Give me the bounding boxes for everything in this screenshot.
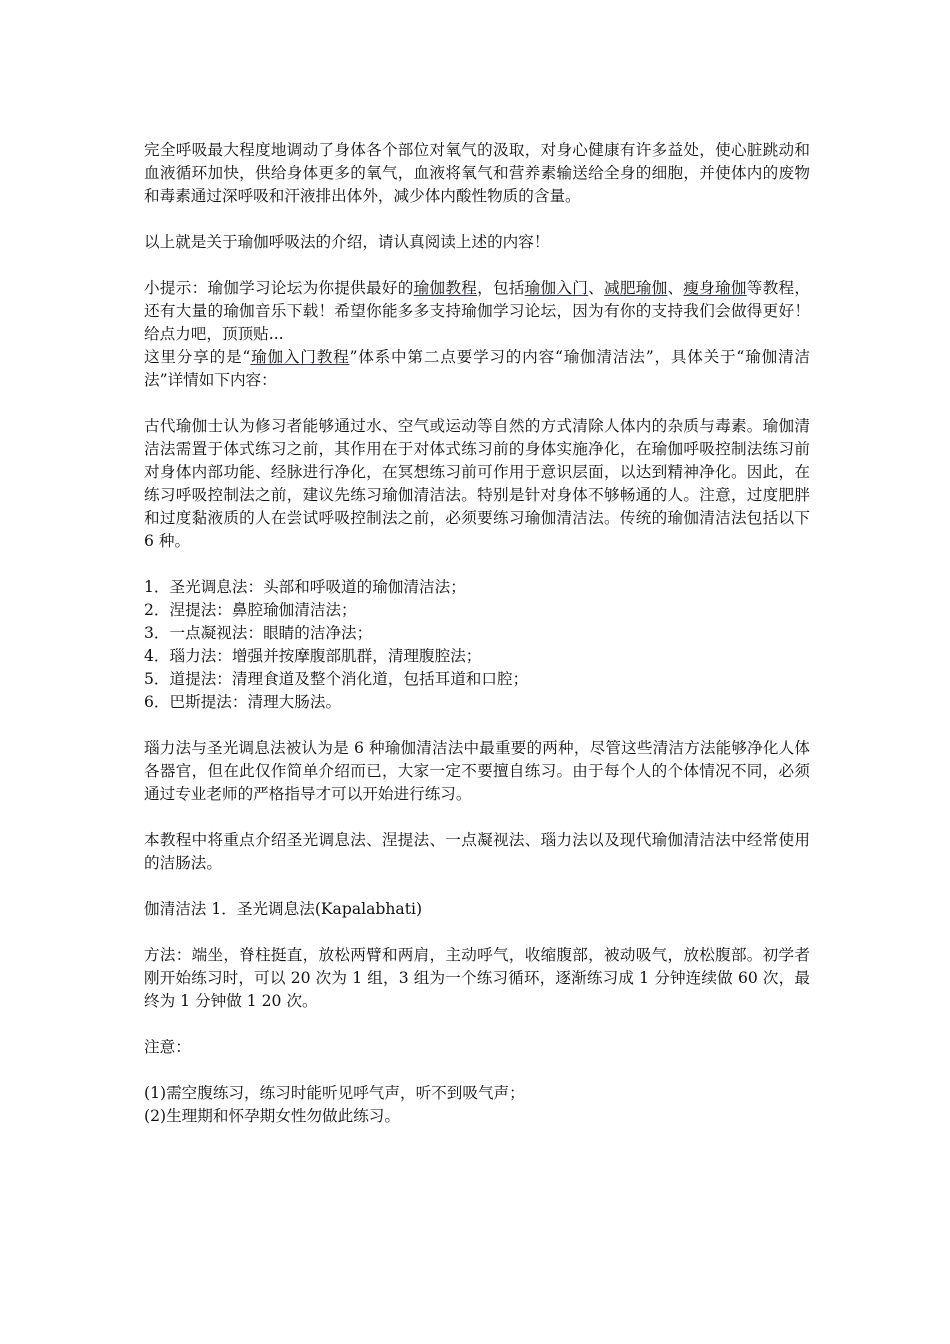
spacer	[144, 806, 810, 829]
tip-text-2: ，包括	[477, 279, 525, 297]
list-item: 2．涅提法：鼻腔瑜伽清洁法；	[144, 601, 357, 619]
link-yoga-beginner[interactable]: 瑜伽入门	[524, 279, 589, 297]
paragraph-tutorial-focus: 本教程中将重点介绍圣光调息法、涅提法、一点凝视法、瑙力法以及现代瑜伽清洁法中经常使用的洁肠法。	[144, 831, 810, 872]
notice-label: 注意：	[144, 1038, 191, 1056]
paragraph-most-important: 瑙力法与圣光调息法被认为是 6 种瑜伽清洁法中最重要的两种，尽管这些清洁方法能够净化人体各器官，但在此仅作简单介绍而已，大家一定不要擅自练习。由于每个人的个体情况不同，必须通过专业老师的严格指导才可以开始进行练习。	[144, 739, 810, 803]
paragraph-share	[144, 346, 810, 392]
paragraph-summary: 以上就是关于瑜伽呼吸法的介绍，请认真阅读上述的内容！	[144, 233, 550, 251]
spacer	[144, 1059, 810, 1082]
spacer	[144, 714, 810, 737]
paragraph-method: 方法：端坐，脊柱挺直，放松两臂和两肩，主动呼气，收缩腹部，被动吸气，放松腹部。初学者刚开始练习时，可以 20 次为 1 组，3 组为一个练习循环，逐渐练习成 1 分钟连续做 60 次，最终为 1 分钟做 1 20 次。	[144, 946, 810, 1010]
tip-text-1: 小提示：瑜伽学习论坛为你提供最好的	[144, 279, 414, 297]
share-text-1: 这里分享的是“	[144, 348, 251, 366]
paragraph-tip	[144, 277, 810, 346]
tip-separator: 、	[667, 279, 684, 297]
list-item: 1．圣光调息法：头部和呼吸道的瑜伽清洁法；	[144, 578, 466, 596]
link-yoga-tutorial[interactable]: 瑜伽教程	[413, 279, 478, 297]
list-item: 5．道提法：清理食道及整个消化道，包括耳道和口腔；	[144, 670, 529, 688]
paragraph-ancient-yogis: 古代瑜伽士认为修习者能够通过水、空气或运动等自然的方式清除人体内的杂质与毒素。瑜伽清洁法需置于体式练习之前，其作用在于对体式练习前的身体实施净化，在瑜伽呼吸控制法练习前对身体内部功能、经脉进行净化，在冥想练习前可作用于意识层面，以达到精神净化。因此，在练习呼吸控制法之前，建议先练习瑜伽清洁法。特别是针对身体不够畅通的人。注意，过度肥胖和过度黏液质的人在尝试呼吸控制法之前，必须要练习瑜伽清洁法。传统的瑜伽清洁法包括以下 6 种。	[144, 417, 810, 550]
section-heading-kapalabhati: 伽清洁法 1．圣光调息法(Kapalabhati)	[144, 900, 423, 918]
spacer	[144, 392, 810, 415]
list-item: 4．瑙力法：增强并按摩腹部肌群，清理腹腔法；	[144, 647, 482, 665]
list-item: 3．一点凝视法：眼睛的洁净法；	[144, 624, 373, 642]
cleansing-methods-list	[144, 576, 810, 714]
document-body	[144, 139, 810, 1128]
tip-separator: 、	[588, 279, 604, 297]
notice-item: (2)生理期和怀孕期女性勿做此练习。	[144, 1107, 400, 1125]
share-text-2: ”体系中第二点要学习的内容“瑜伽清洁法”，具体关于“瑜伽清洁法”详情如下内容：	[144, 348, 810, 389]
spacer	[144, 208, 810, 231]
spacer	[144, 553, 810, 576]
list-item: 6．巴斯提法：清理大肠法。	[144, 693, 342, 711]
tip-text-3: 等教程，还有大量的瑜伽音乐下载！希望你能多多支持瑜伽学习论坛，因为有你的支持我们会做得更好！给点力吧，顶顶贴...	[144, 279, 810, 343]
link-yoga-beginner-tutorial[interactable]: 瑜伽入门教程	[250, 348, 350, 366]
notice-item: (1)需空腹练习，练习时能听见呼气声，听不到吸气声；	[144, 1084, 525, 1102]
spacer	[144, 254, 810, 277]
spacer	[144, 921, 810, 944]
spacer	[144, 875, 810, 898]
spacer	[144, 1013, 810, 1036]
paragraph-breathing-benefits: 完全呼吸最大程度地调动了身体各个部位对氧气的汲取，对身心健康有许多益处，使心脏跳动和血液循环加快，供给身体更多的氧气，血液将氧气和营养素输送给全身的细胞，并使体内的废物和毒素通过深呼吸和汗液排出体外，减少体内酸性物质的含量。	[144, 141, 810, 205]
link-slimming-yoga[interactable]: 瘦身瑜伽	[683, 279, 747, 297]
link-weight-loss-yoga[interactable]: 减肥瑜伽	[604, 279, 668, 297]
